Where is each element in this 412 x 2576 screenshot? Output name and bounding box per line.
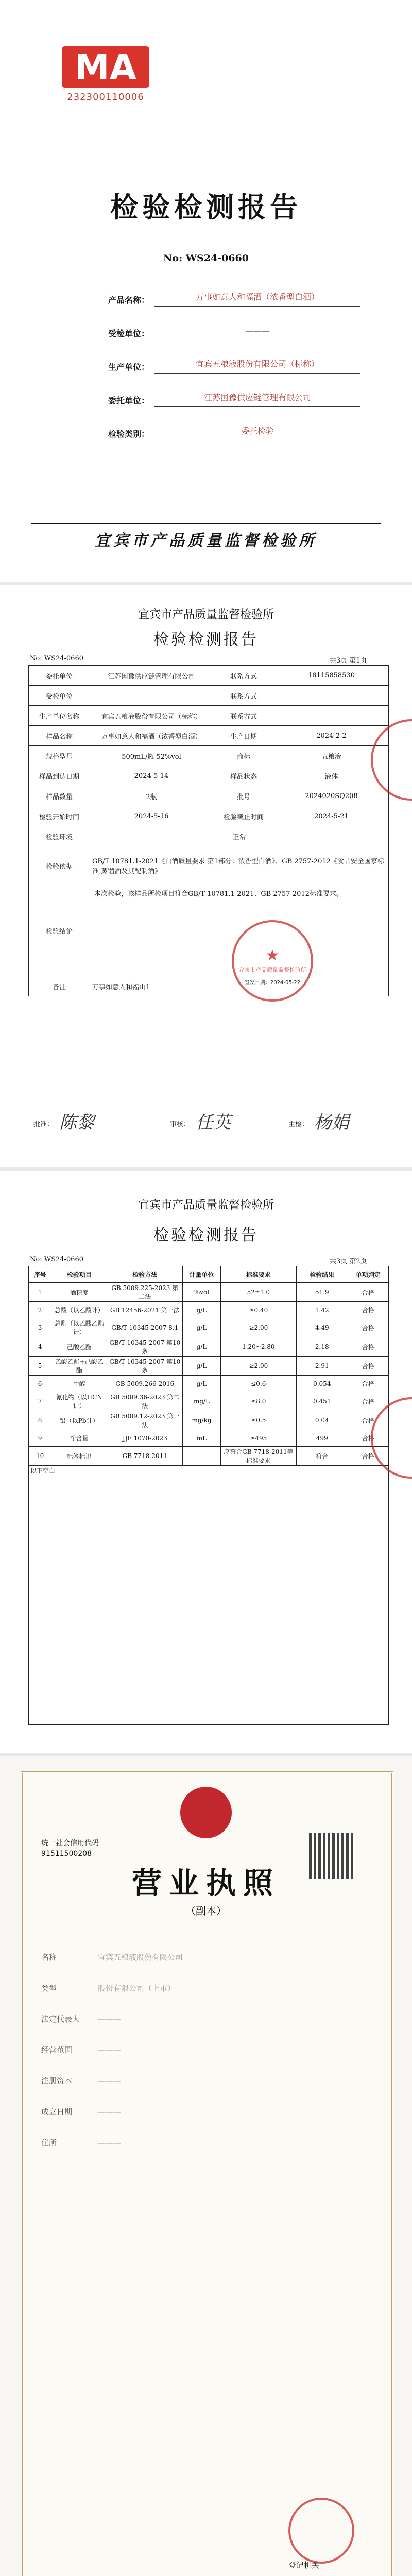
report-title: 检验检测报告: [153, 631, 259, 649]
credit-code-label: 统一社会信用代码: [41, 1839, 99, 1848]
table-cell: GB 5009.12-2023 第一法: [107, 1411, 183, 1430]
basis-row: [29, 846, 389, 885]
info-key: 联系方式: [213, 706, 274, 726]
table-cell: 甲醇: [52, 1376, 107, 1392]
info-value: 2024020SQ208: [274, 786, 389, 806]
table-cell: 己酸乙酯: [52, 1337, 107, 1357]
conclusion-label: 检验结论: [29, 885, 90, 976]
institute-name: 宜宾市产品质量监督检验所: [138, 1199, 274, 1212]
info-value: 液体: [274, 766, 389, 786]
field-value: 委托检验: [154, 422, 360, 440]
info-key: 委托单位: [29, 666, 90, 686]
license-key: 名称: [41, 1953, 57, 1962]
info-value: 万事如意人和福酒（浓香型白酒）: [90, 726, 213, 746]
field-value: ———: [154, 322, 360, 340]
results-table: [28, 1266, 389, 1725]
table-cell: 6: [29, 1376, 52, 1392]
info-value: 宜宾五粮液股份有限公司（标称）: [90, 706, 213, 726]
table-cell: ≥2.00: [220, 1318, 296, 1337]
table-cell: 合格: [348, 1283, 388, 1302]
env-row: [29, 826, 389, 846]
stamp-text: 宜宾市产品质量监督检验所: [238, 967, 306, 973]
info-row: [29, 806, 389, 826]
table-cell: —: [183, 1447, 220, 1466]
table-cell: 8: [29, 1411, 52, 1430]
table-cell: GB/T 10345-2007 第10条: [107, 1337, 183, 1357]
table-row: [29, 1411, 389, 1430]
star-icon: ★: [265, 946, 280, 964]
info-key: 联系方式: [213, 666, 274, 686]
table-cell: JJF 1070-2023: [107, 1430, 183, 1447]
table-cell: 标签标识: [52, 1447, 107, 1466]
table-cell: 4.49: [296, 1318, 348, 1337]
field-label: 生产单位：: [108, 362, 149, 372]
info-key: 受检单位: [29, 686, 90, 706]
info-row: [29, 686, 389, 706]
field-value: 宜宾五粮液股份有限公司（标称）: [154, 355, 360, 374]
table-cell: 合格: [348, 1392, 388, 1411]
license-row: [41, 1982, 371, 1993]
field-label: 产品名称：: [108, 295, 149, 305]
env-value: 正常: [90, 826, 389, 846]
env-label: 检验环境: [29, 826, 90, 846]
table-cell: 合格: [348, 1357, 388, 1376]
table-cell: 2: [29, 1302, 52, 1318]
info-key: 样品到达日期: [29, 766, 90, 786]
info-key: 样品数量: [29, 786, 90, 806]
table-cell: 合格: [348, 1430, 388, 1447]
license-value: ———: [98, 2076, 121, 2086]
license-value: 股份有限公司（上市）: [98, 1984, 176, 1993]
table-cell: 1.42: [296, 1302, 348, 1318]
column-header: 标准要求: [220, 1266, 296, 1283]
table-row: [29, 1357, 389, 1376]
credit-code-value: 91511500208: [41, 1850, 92, 1858]
registrar: 登记机关: [288, 2561, 320, 2570]
page-title: 检验检测报告: [110, 191, 302, 224]
table-cell: 0.054: [296, 1376, 348, 1392]
info-key: 规格型号: [29, 746, 90, 766]
table-cell: mg/L: [183, 1392, 220, 1411]
info-key: 样品状态: [213, 766, 274, 786]
table-row: [29, 1392, 389, 1411]
table-cell: 1.20~2.80: [220, 1337, 296, 1357]
table-cell: 4: [29, 1337, 52, 1357]
table-cell: mL: [183, 1430, 220, 1447]
info-key: 生产单位名称: [29, 706, 90, 726]
report-page-1: [0, 585, 412, 1167]
info-value: 2瓶: [90, 786, 213, 806]
info-key: 生产日期: [213, 726, 274, 746]
license-key: 成立日期: [41, 2107, 73, 2116]
conclusion-row: [29, 885, 389, 976]
ma-certification-logo: [62, 41, 175, 118]
table-cell: 总酯（以乙酸乙酯计）: [52, 1318, 107, 1337]
institute-name: 宜宾市产品质量监督检验所: [138, 608, 274, 621]
table-cell: 净含量: [52, 1430, 107, 1447]
table-cell: ≥0.40: [220, 1302, 296, 1318]
table-cell: ≥2.00: [220, 1357, 296, 1376]
license-value: ———: [98, 2045, 121, 2055]
license-title: 营业执照: [131, 1866, 280, 1901]
license-key: 法定代表人: [41, 2014, 80, 2024]
registrar-stamp: [288, 2498, 354, 2564]
blank-note: 以下空白: [29, 1466, 389, 1725]
table-cell: GB 5009.266-2016: [107, 1376, 183, 1392]
column-header: 检验结果: [296, 1266, 348, 1283]
table-cell: 合格: [348, 1411, 388, 1430]
table-cell: 合格: [348, 1447, 388, 1466]
field-producer: [77, 355, 366, 376]
info-row: [29, 766, 389, 786]
approve-label: 批准：: [33, 1121, 54, 1128]
basis-label: 检验依据: [29, 846, 90, 885]
main-inspector-signature: 杨娟: [314, 1112, 349, 1133]
table-cell: %vol: [183, 1283, 220, 1302]
column-header: 计量单位: [183, 1266, 220, 1283]
license-row: [41, 2044, 371, 2055]
remark-value: 万事如意人和福山1: [90, 976, 389, 996]
review-signature: 任英: [196, 1112, 231, 1133]
info-key: 批号: [213, 786, 274, 806]
table-cell: GB 5009.225-2023 第二法: [107, 1283, 183, 1302]
license-key: 住所: [41, 2138, 57, 2147]
table-cell: 合格: [348, 1376, 388, 1392]
table-cell: 499: [296, 1430, 348, 1447]
field-value: 万事如意人和福酒（浓香型白酒）: [154, 289, 360, 307]
info-value: 2024-5-21: [274, 806, 389, 826]
info-key: 联系方式: [213, 686, 274, 706]
license-value: 宜宾五粮液股份有限公司: [98, 1953, 183, 1962]
business-license-page: [0, 1756, 412, 2576]
table-cell: 氰化物（以HCN计）: [52, 1392, 107, 1411]
info-value: 江苏国豫供应链管理有限公司: [90, 666, 213, 686]
table-cell: ≥495: [220, 1430, 296, 1447]
table-cell: 52±1.0: [220, 1283, 296, 1302]
table-cell: 应符合GB 7718-2011等标准要求: [220, 1447, 296, 1466]
table-cell: 乙酸乙酯+己酸乙酯: [52, 1357, 107, 1376]
report-number: No: WS24-0660: [163, 252, 249, 264]
info-value: 18115858530: [274, 666, 389, 686]
info-key: 商标: [213, 746, 274, 766]
report-number: No: WS24-0660: [30, 655, 83, 663]
table-cell: GB 7718-2011: [107, 1447, 183, 1466]
ma-number: 232300110006: [67, 92, 144, 103]
table-cell: 0.451: [296, 1392, 348, 1411]
basis-value: GB/T 10781.1-2021《白酒质量要求 第1部分：浓香型白酒》、GB 2757-2012《食品安全国家标准 蒸馏酒及其配制酒》: [90, 846, 389, 885]
info-value: 2024-5-14: [90, 766, 213, 786]
table-row: [29, 1430, 389, 1447]
table-cell: g/L: [183, 1318, 220, 1337]
table-cell: 9: [29, 1430, 52, 1447]
report-title: 检验检测报告: [153, 1226, 259, 1244]
info-row: [29, 726, 389, 746]
info-value: 2024-2-2: [274, 726, 389, 746]
table-cell: ≤8.0: [220, 1392, 296, 1411]
table-cell: 5: [29, 1357, 52, 1376]
table-cell: GB 12456-2021 第一法: [107, 1302, 183, 1318]
table-cell: 51.9: [296, 1283, 348, 1302]
field-client: [77, 389, 366, 410]
table-cell: g/L: [183, 1357, 220, 1376]
report-page-2: [0, 1171, 412, 1753]
conclusion-value: 本次检验，该样品所检项目符合GB/T 10781.1-2021、GB 2757-2012标准要求。: [90, 885, 389, 976]
table-cell: 合格: [348, 1302, 388, 1318]
info-row: [29, 706, 389, 726]
license-row: [41, 2075, 371, 2086]
table-cell: 7: [29, 1392, 52, 1411]
table-cell: 10: [29, 1447, 52, 1466]
table-cell: 2.18: [296, 1337, 348, 1357]
table-cell: GB 5009.36-2023 第二法: [107, 1392, 183, 1411]
info-key: 检验开始时间: [29, 806, 90, 826]
column-header: 检验项目: [52, 1266, 107, 1283]
info-value: ———: [274, 706, 389, 726]
report-number: No: WS24-0660: [30, 1256, 83, 1263]
license-key: 类型: [41, 1984, 57, 1993]
table-row: [29, 1376, 389, 1392]
credit-code: [41, 1838, 99, 1859]
cover-page: [0, 0, 412, 582]
remark-row: [29, 976, 389, 996]
table-cell: 1: [29, 1283, 52, 1302]
table-cell: g/L: [183, 1302, 220, 1318]
info-value: ———: [90, 686, 213, 706]
field-product: [77, 289, 366, 309]
table-row: [29, 1302, 389, 1318]
column-header: 检验方法: [107, 1266, 183, 1283]
table-row: [29, 1447, 389, 1466]
license-row: [41, 1952, 371, 1962]
table-cell: 合格: [348, 1337, 388, 1357]
institute-footer: 宜宾市产品质量监督检验所: [31, 523, 381, 551]
table-cell: ≤0.5: [220, 1411, 296, 1430]
table-cell: 酒精度: [52, 1283, 107, 1302]
info-value: 2024-5-16: [90, 806, 213, 826]
review-label: 审核：: [170, 1121, 191, 1128]
info-key: 检验截止时间: [213, 806, 274, 826]
field-inspection-type: [77, 422, 366, 443]
info-row: [29, 746, 389, 766]
national-emblem-icon: [180, 1787, 232, 1838]
info-row: [29, 786, 389, 806]
table-cell: mg/kg: [183, 1411, 220, 1430]
info-value: ———: [274, 686, 389, 706]
table-row: [29, 1337, 389, 1357]
column-header: 序号: [29, 1266, 52, 1283]
table-row: [29, 1283, 389, 1302]
column-header: 单项判定: [348, 1266, 388, 1283]
license-value: ———: [98, 2107, 121, 2116]
ma-letters: MA: [74, 47, 137, 88]
table-cell: 3: [29, 1318, 52, 1337]
table-cell: 符合: [296, 1447, 348, 1466]
main-inspector-label: 主检：: [288, 1121, 309, 1128]
table-cell: 总酸（以乙酸计）: [52, 1302, 107, 1318]
info-value: 500mL/瓶 52%vol: [90, 746, 213, 766]
table-cell: g/L: [183, 1337, 220, 1357]
license-row: [41, 2106, 371, 2117]
field-label: 委托单位：: [108, 396, 149, 405]
info-row: [29, 666, 389, 686]
license-key: 经营范围: [41, 2045, 73, 2055]
field-inspected-unit: [77, 322, 366, 343]
table-cell: 合格: [348, 1318, 388, 1337]
license-key: 注册资本: [41, 2076, 73, 2086]
field-label: 受检单位：: [108, 329, 149, 338]
table-cell: ≤0.6: [220, 1376, 296, 1392]
table-cell: 铅（以Pb计）: [52, 1411, 107, 1430]
table-cell: 0.04: [296, 1411, 348, 1430]
license-subtitle: （副本）: [185, 1905, 227, 1917]
field-value: 江苏国豫供应链管理有限公司: [154, 389, 360, 407]
stamp-date: 签发日期：2024-05-22: [244, 980, 301, 986]
info-key: 样品名称: [29, 726, 90, 746]
table-cell: GB/T 10345-2007 第10条: [107, 1357, 183, 1376]
page-indicator: 共3页 第1页: [330, 657, 367, 665]
license-row: [41, 2013, 371, 2024]
inspection-stamp: [232, 920, 313, 1002]
table-cell: g/L: [183, 1376, 220, 1392]
license-value: ———: [98, 2014, 121, 2024]
info-table: [28, 665, 389, 996]
blank-row: [29, 1466, 389, 1725]
table-cell: 2.91: [296, 1357, 348, 1376]
license-value: ———: [98, 2138, 121, 2147]
field-label: 检验类别：: [108, 429, 149, 439]
table-row: [29, 1318, 389, 1337]
info-value: 五粮液: [274, 746, 389, 766]
table-cell: GB/T 10345-2007 8.1: [107, 1318, 183, 1337]
page-indicator: 共3页 第2页: [330, 1258, 367, 1265]
remark-label: 备注: [29, 976, 90, 996]
approve-signature: 陈黎: [59, 1112, 94, 1133]
license-row: [41, 2137, 371, 2148]
